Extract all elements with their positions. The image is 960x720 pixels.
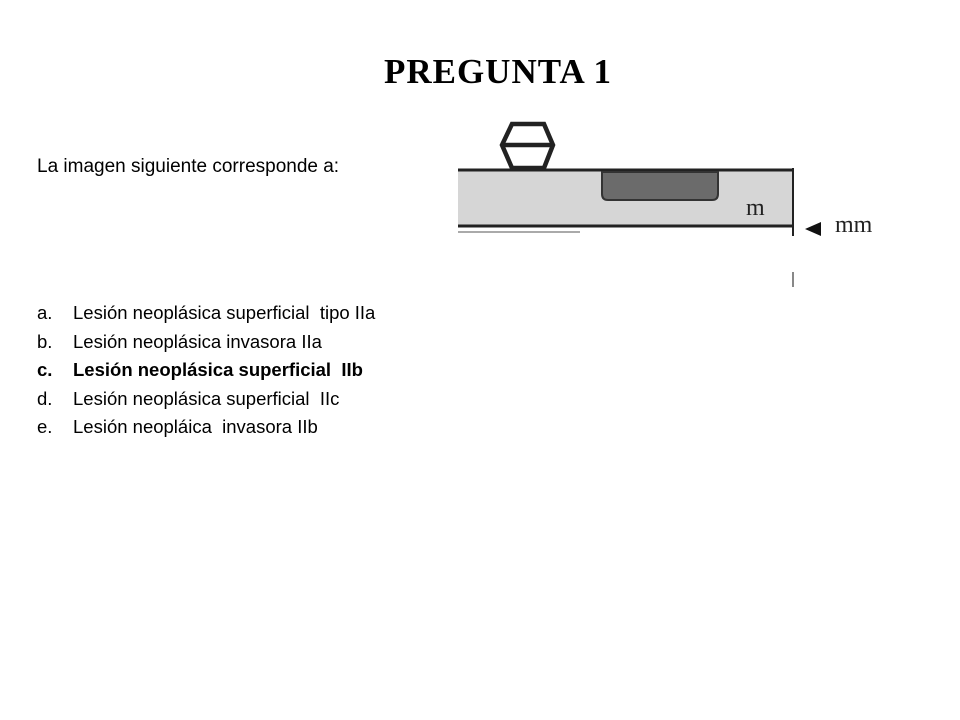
option-c-correct bbox=[37, 356, 375, 385]
lesion-diagram bbox=[440, 112, 890, 297]
option-letter: e. bbox=[37, 416, 53, 437]
flat-lesion-area bbox=[602, 172, 718, 200]
option-letter: c. bbox=[37, 359, 53, 380]
option-letter: b. bbox=[37, 330, 53, 352]
option-e bbox=[37, 413, 375, 442]
option-text: Lesión neopláica invasora IIb bbox=[73, 416, 318, 437]
option-text: Lesión neoplásica superficial tipo IIa bbox=[73, 302, 376, 323]
left-pointing-triangle-icon bbox=[805, 222, 821, 236]
lesion-diagram-svg bbox=[440, 112, 890, 297]
layer-label-m: m bbox=[746, 195, 765, 221]
option-letter: a. bbox=[37, 302, 53, 323]
option-d bbox=[37, 385, 375, 414]
question-prompt: La imagen siguiente corresponde a: bbox=[37, 156, 340, 177]
option-text: Lesión neoplásica superficial IIb bbox=[73, 359, 363, 380]
answer-options bbox=[37, 299, 375, 442]
hexagon-lesion-icon bbox=[502, 124, 553, 168]
option-text: Lesión neoplásica invasora IIa bbox=[73, 330, 322, 352]
depth-label-mm: mm bbox=[835, 212, 873, 238]
option-letter: d. bbox=[37, 387, 53, 409]
option-text: Lesión neoplásica superficial IIc bbox=[73, 387, 340, 409]
slide-title: PREGUNTA 1 bbox=[383, 52, 613, 91]
option-b bbox=[37, 328, 375, 357]
option-a bbox=[37, 299, 375, 328]
